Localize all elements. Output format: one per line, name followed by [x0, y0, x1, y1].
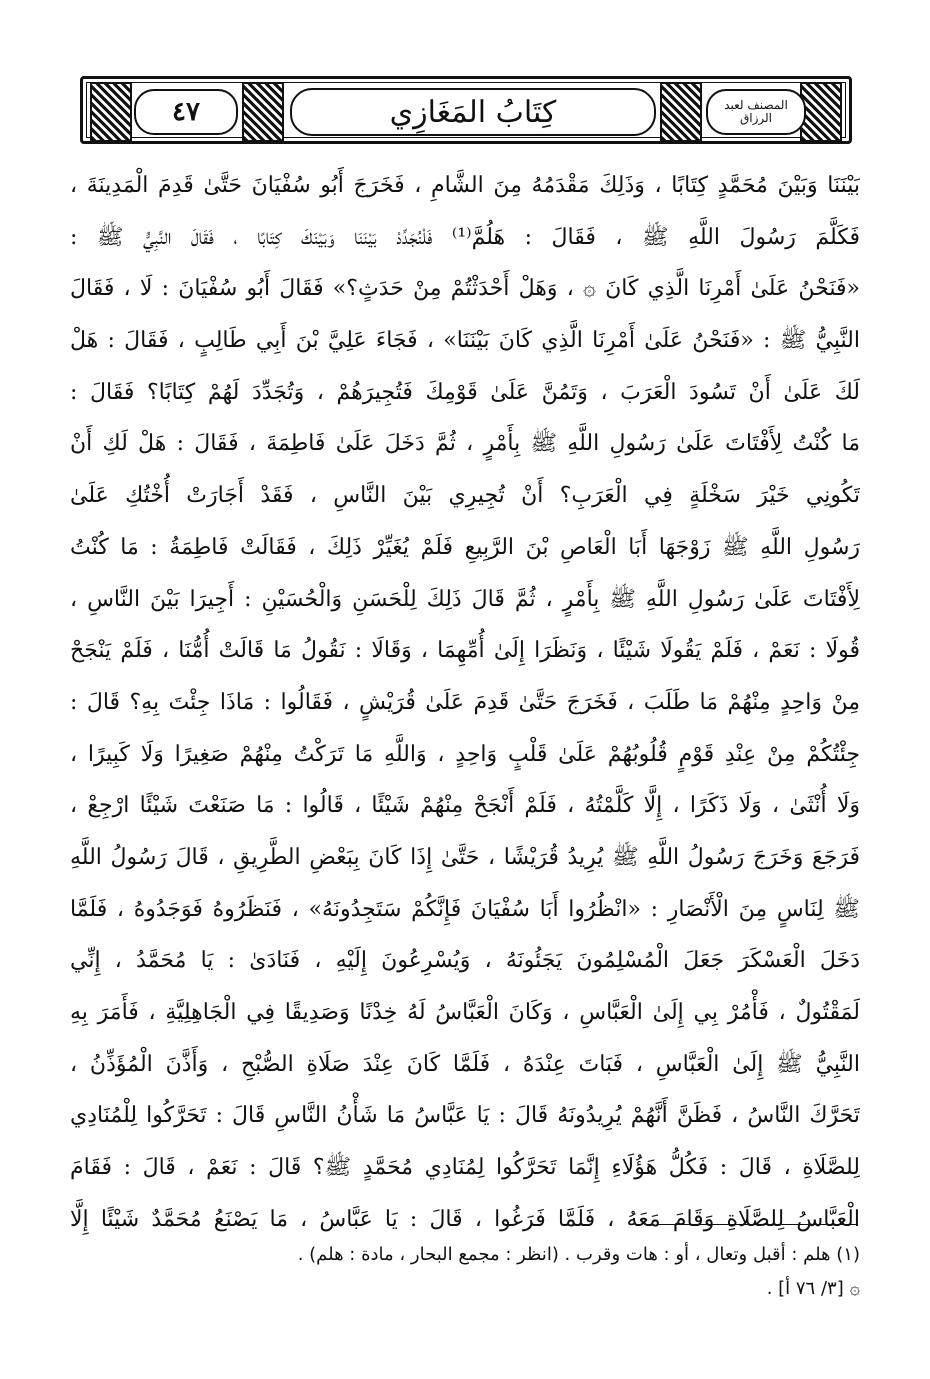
text-line: دَخَلَ الْعَسْكَرَ جَعَلَ الْمُسْلِمُونَ يَجَئُونَهُ ، وَيُسْرِعُونَ إِلَيْهِ ، فَنَادَىٰ : يَا مُحَمَّدُ ، إِنِّي	[70, 948, 860, 974]
text-line: لِأَفْتَاتَ عَلَىٰ رَسُولِ اللَّهِ ﷺ بِأَمْرٍ ، ثُمَّ قَالَ ذَلِكَ لِلْحَسَنِ وَالْحُسَيْنِ : أَجِيرَا بَيْنَ النَّاسِ ،	[70, 586, 860, 612]
page-number: ٤٧	[172, 97, 200, 127]
text-line: جِئْتُكُمْ مِنْ عِنْدِ قَوْمٍ قُلُوبُهُمْ عَلَىٰ قَلْبٍ وَاحِدٍ ، وَاللَّهِ مَا تَرَكْتُ مِنْهُمْ صَغِيرًا وَلَا كَبِيرًا ،	[70, 741, 860, 767]
author-logo-badge	[706, 89, 806, 135]
footnotes	[70, 1238, 860, 1306]
footnote-divider	[658, 1224, 858, 1225]
chapter-title: كِتَابُ المَغَازِي	[290, 88, 656, 136]
text-line: ﷺ لِنَاسٍ مِنَ الْأَنْصَارِ : «انْظُرُوا أَبَا سُفْيَانَ فَإِنَّكُمْ سَتَجِدُونَهُ» ، فَنَظَرُوهُ فَوَجَدُوهُ ، فَلَمَّا	[70, 896, 860, 922]
text-line: فَكَلَّمَ رَسُولَ اللَّهِ ﷺ ، فَقَالَ : هَلُمَّ⁽¹⁾ فَلْنُجَدِّدْ بَيْنَنَا وَبَيْنَكَ كِتَابًا ، فَقَالَ النَّبِيُّ ﷺ :	[70, 224, 860, 250]
ornament-icon	[242, 82, 284, 142]
page-header	[80, 76, 852, 144]
text-line: مَا كُنْتُ لِأَفْتَاتَ عَلَىٰ رَسُولِ اللَّهِ ﷺ بِأَمْرٍ ، ثُمَّ دَخَلَ عَلَىٰ فَاطِمَةَ ، فَقَالَ : هَلْ لَكِ أَنْ	[70, 431, 860, 457]
text-line: رَسُولِ اللَّهِ ﷺ زَوْجَهَا أَبَا الْعَاصِ بْنَ الرَّبِيعِ فَلَمْ يُغَيِّرْ ذَلِكَ ، فَقَالَتْ فَاطِمَةُ : مَا كُنْتُ	[70, 534, 860, 560]
main-text	[70, 160, 860, 1245]
text-line: لَمَقْتُولٌ ، فَأْمُرْ بِي إِلَىٰ الْعَبَّاسِ ، وَكَانَ الْعَبَّاسُ لَهُ خِدْنًا وَصَدِيقًا فِي الْجَاهِلِيَّةِ ، فَأَمَرَ بِهِ	[70, 1000, 860, 1025]
text-line: النَّبِيُّ ﷺ : «فَنَحْنُ عَلَىٰ أَمْرِنَا الَّذِي كَانَ بَيْنَنَا» ، فَجَاءَ عَلِيَّ بْنَ أَبِي طَالِبٍ ، فَقَالَ : هَلْ	[70, 328, 860, 354]
text-line: قُولَا : نَعَمْ ، فَلَمْ يَقُولَا شَيْئًا ، وَنَظَرَا إِلَىٰ أُمِّهِمَا ، وَقَالَا : نَقُولُ مَا قَالَتْ أُمُّنَا ، فَلَمْ يَنْجَحْ	[70, 638, 860, 664]
text-line: فَرَجَعَ وَخَرَجَ رَسُولُ اللَّهِ ﷺ يُرِيدُ قُرَيْشًا ، حَتَّىٰ إِذَا كَانَ بِبَعْضِ الطَّرِيقِ ، قَالَ رَسُولُ اللَّهِ	[70, 844, 860, 870]
footnote: (١) هلم : أقبل وتعال ، أو : هات وقرب . (انظر : مجمع البحار ، مادة : هلم) .	[297, 1244, 860, 1265]
text-line: مِنْ وَاحِدٍ مِنْهُمْ مَا طَلَبَ ، فَخَرَجَ حَتَّىٰ قَدِمَ عَلَىٰ قُرَيْشٍ ، فَقَالُوا : مَاذَا جِئْتَ بِهِ؟ قَالَ :	[70, 689, 860, 715]
text-line: تَكُونِي خَيْرَ سَخْلَةٍ فِي الْعَرَبِ؟ أَنْ تُجِيرِي بَيْنَ النَّاسِ ، فَقَدْ أَجَارَتْ أُخْتُكِ عَلَىٰ	[70, 483, 860, 509]
text-line: وَلَا أُنْثَىٰ ، وَلَا ذَكَرًا ، إِلَّا كَلَّمْتُهُ ، فَلَمْ أَنْجَحْ مِنْهُمْ شَيْئًا ، قَالُوا : مَا صَنَعْتَ شَيْئًا ارْجِعْ ،	[70, 793, 860, 819]
text-line: لَكَ عَلَىٰ أَنْ تَسُودَ الْعَرَبَ ، وَتَمُنَّ عَلَىٰ قَوْمِكَ فَتُجِيرَهُمْ ، وَتُجَدِّدَ لَهُمْ كِتَابًا؟ فَقَالَ :	[70, 379, 860, 405]
ornament-icon	[800, 82, 842, 142]
text-line: الْعَبَّاسُ لِلصَّلَاةِ وَقَامَ مَعَهُ ، فَلَمَّا فَرَغُوا ، قَالَ : يَا عَبَّاسُ ، مَا يَصْنَعُ مُحَمَّدٌ شَيْئًا إِلَّا	[70, 1206, 860, 1232]
text-line: بَيْنَنَا وَبَيْنَ مُحَمَّدٍ كِتَابًا ، وَذَلِكَ مَقْدَمُهُ مِنَ الشَّامِ ، فَخَرَجَ أَبُو سُفْيَانَ حَتَّىٰ قَدِمَ الْمَدِينَةَ ،	[70, 173, 860, 198]
ornament-icon	[660, 82, 702, 142]
text-line: تَحَرَّكَ النَّاسُ ، فَظَنَّ أَنَّهُمْ يُرِيدُونَهُ قَالَ : يَا عَبَّاسُ مَا شَأْنُ النَّاسِ قَالَ : تَحَرَّكُوا لِلْمُنَادِي	[70, 1103, 860, 1129]
text-line: النَّبِيُّ ﷺ إِلَىٰ الْعَبَّاسِ ، فَبَاتَ عِنْدَهُ ، فَلَمَّا كَانَ عِنْدَ صَلَاةِ الصُّبْحِ ، وَأَذَّنَ الْمُؤَذِّنُ ،	[70, 1051, 860, 1077]
text-line: «فَنَحْنُ عَلَىٰ أَمْرِنَا الَّذِي كَانَ ۞ ، وَهَلْ أَحْدَثْتُمْ مِنْ حَدَثٍ؟» فَقَالَ أَبُو سُفْيَانَ : لَا ، فَقَالَ	[70, 276, 860, 302]
page-number-badge	[134, 89, 238, 135]
footnote: ۞ [٣/ ٧٦ أ] .	[766, 1278, 860, 1299]
ornament-icon	[90, 82, 132, 142]
author-logo: المصنف لعبد الرزاق	[724, 98, 788, 125]
text-line: لِلصَّلَاةِ ، قَالَ : فَكُلُّ هَؤُلَاءِ إِنَّمَا تَحَرَّكُوا لِمُنَادِي مُحَمَّدٍ ﷺ؟ قَالَ : نَعَمْ ، قَالَ : فَقَامَ	[70, 1155, 860, 1181]
